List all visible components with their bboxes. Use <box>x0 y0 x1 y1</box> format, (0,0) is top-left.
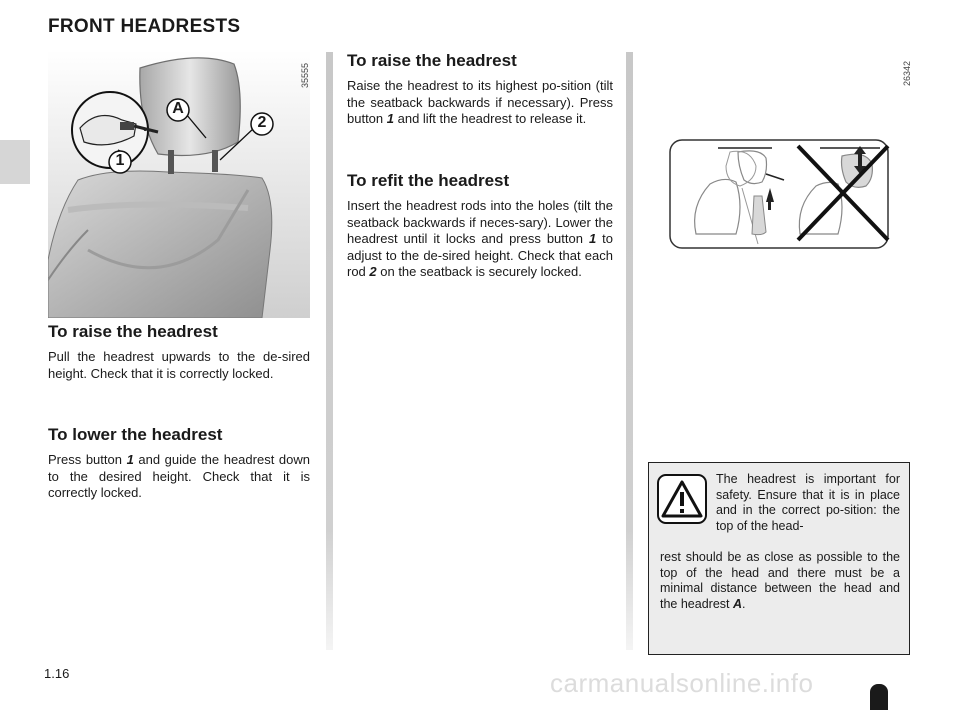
figure-code-right: 26342 <box>902 60 912 86</box>
column-divider-left <box>326 52 333 650</box>
section-heading-lower: To lower the headrest <box>48 425 223 444</box>
warning-triangle-icon <box>657 474 707 524</box>
page-number: 1.16 <box>44 666 70 681</box>
head-position-diagram <box>666 136 892 252</box>
watermark: carmanualsonline.info <box>550 668 814 698</box>
section-text-lower: Press button 1 and guide the headrest down to the desired height. Check that it is correctly locked. <box>48 452 310 500</box>
section-heading-refit: To refit the headrest <box>347 171 510 190</box>
section-text-refit: Insert the headrest rods into the holes (tilt the seatback backwards if neces-sary). Lower the headrest until it locks and press button 1 to adjust to the de-sired height. Check that each rod 2 on the seatback is securely locked. <box>347 198 613 279</box>
section-text-raise-full: Raise the headrest to its highest po-sition (tilt the seatback backwards if necessary). Press button 1 and lift the headrest to release it. <box>347 78 613 126</box>
page-title: FRONT HEADRESTS <box>48 16 241 37</box>
section-heading-raise: To raise the headrest <box>48 322 218 341</box>
column-divider-right <box>626 52 633 650</box>
callout-1: 1 <box>115 152 125 169</box>
figure-code-left: 35555 <box>300 62 310 88</box>
watermark-mark <box>870 684 888 710</box>
chapter-tab <box>0 140 30 184</box>
warning-text-bottom: rest should be as close as possible to the top of the head and there must be a minimal distance between the head and the headrest A. <box>660 550 900 611</box>
warning-text-top: The headrest is important for safety. Ensure that it is in place and in the correct po-sition: the top of the head- <box>716 472 900 533</box>
section-text-raise: Pull the headrest upwards to the de-sired height. Check that it is correctly locked. <box>48 349 310 381</box>
callout-a: A <box>172 100 184 117</box>
callout-2: 2 <box>257 114 267 131</box>
section-heading-raise-full: To raise the headrest <box>347 51 517 70</box>
headrest-seat-illustration <box>48 50 310 318</box>
